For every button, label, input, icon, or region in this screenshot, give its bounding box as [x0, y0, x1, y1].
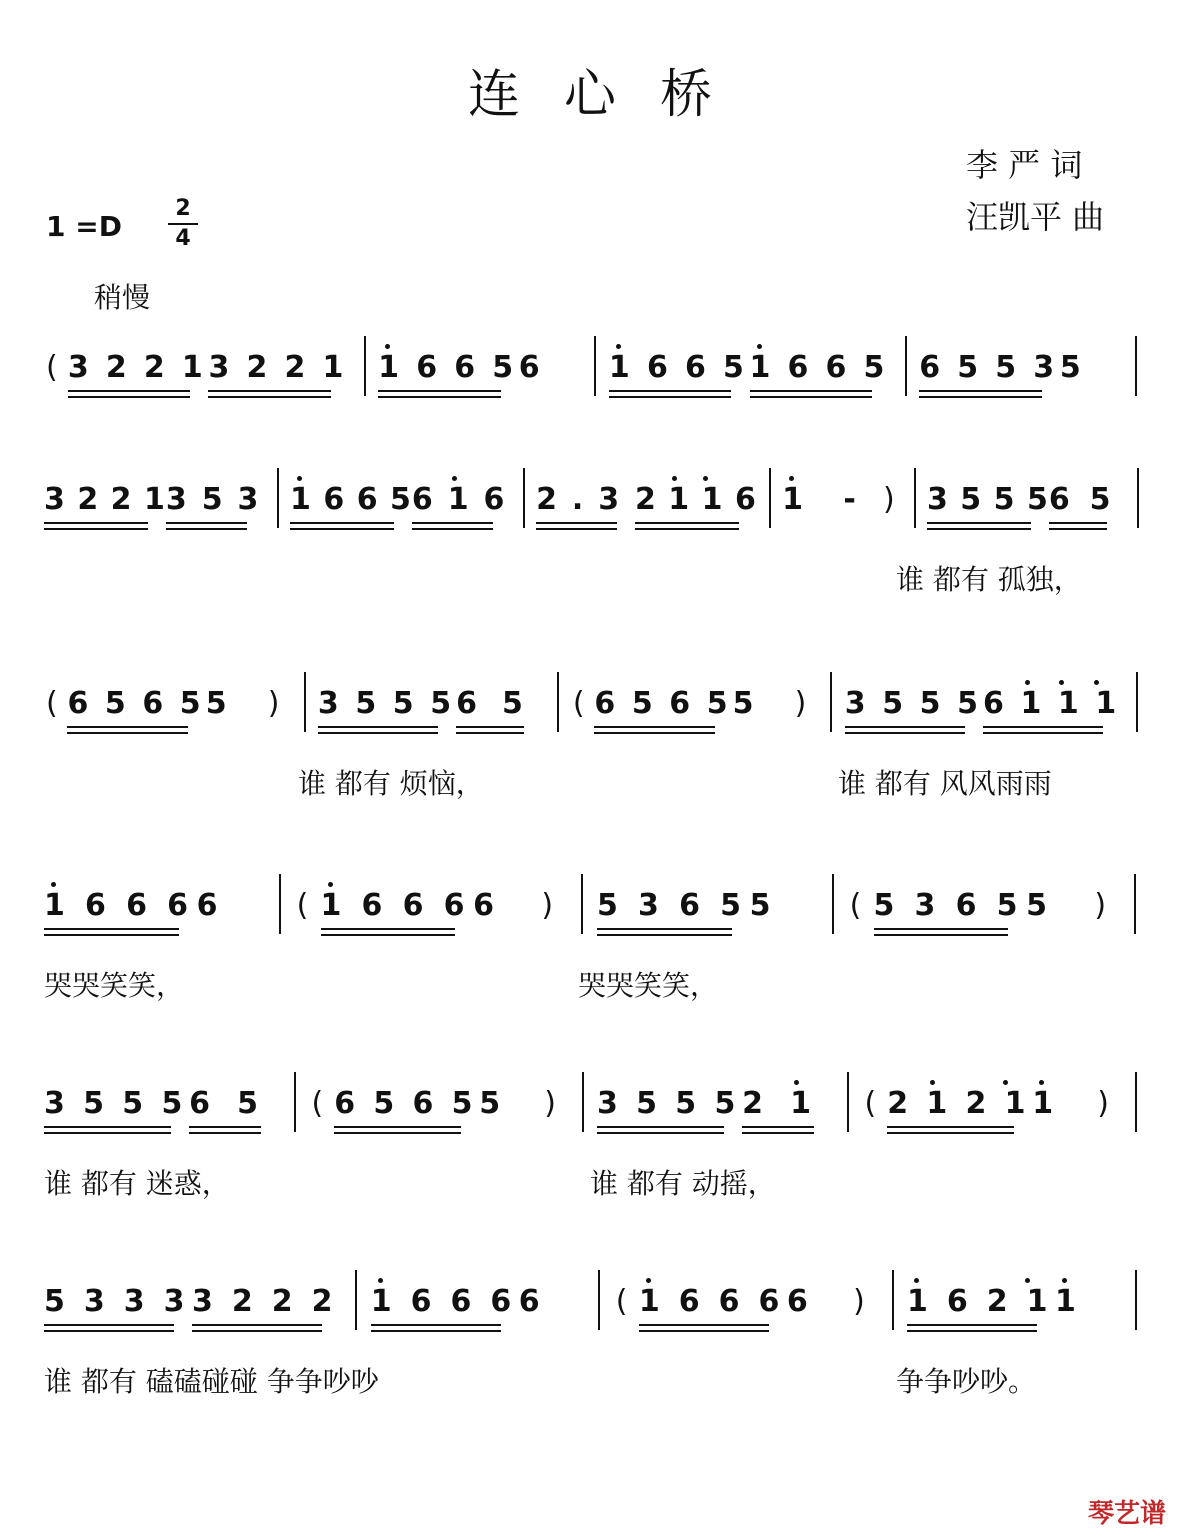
note-group: 5	[205, 686, 269, 721]
beam-line	[597, 934, 732, 936]
note-group: 1 -	[782, 482, 871, 517]
beam-line	[44, 522, 148, 524]
beam-line	[371, 1324, 501, 1326]
bar-line	[847, 1072, 849, 1132]
score-row	[0, 1086, 1180, 1206]
octave-dot	[789, 476, 794, 481]
beam-line	[639, 1324, 769, 1326]
site-logo: 琴艺谱	[1087, 1499, 1166, 1529]
note-group: 5333	[44, 1284, 204, 1319]
note-group: 1666	[638, 1284, 799, 1319]
beam-line	[1049, 528, 1107, 530]
note-group: 1666	[370, 1284, 531, 1319]
beam-line	[321, 928, 456, 930]
score-row	[0, 482, 1180, 602]
close-paren: )	[541, 888, 554, 923]
note-group: 3221	[44, 482, 178, 517]
beam-line	[318, 732, 438, 734]
lyric-line: 谁 都有 动摇，	[590, 1167, 776, 1200]
beam-line	[887, 1126, 1014, 1128]
note-group: 6565	[594, 686, 745, 721]
beam-line	[983, 726, 1103, 728]
bar-line	[1136, 672, 1138, 732]
lyricist-credit: 李 严 词	[966, 146, 1083, 184]
note-group: 6	[786, 1284, 855, 1319]
note-group: 2116	[634, 482, 769, 517]
octave-dot	[51, 882, 56, 887]
note-group: 1665	[378, 350, 531, 385]
note-group: 5	[749, 888, 819, 923]
bar-line	[279, 874, 281, 934]
beam-line	[189, 1126, 261, 1128]
open-paren: (	[311, 1086, 324, 1121]
note-group: 5	[479, 1086, 546, 1121]
note-group: 6	[196, 888, 266, 923]
open-paren: (	[46, 350, 58, 385]
beam-line	[189, 1132, 261, 1134]
note-group: 2.3	[536, 482, 635, 517]
beam-line	[44, 1324, 174, 1326]
bar-line	[304, 672, 306, 732]
close-paren: )	[853, 1284, 865, 1319]
open-paren: (	[615, 1284, 628, 1319]
beam-line	[166, 522, 247, 524]
octave-dot	[616, 344, 621, 349]
close-paren: )	[267, 686, 280, 721]
beam-line	[594, 732, 714, 734]
open-paren: (	[572, 686, 585, 721]
bar-line	[830, 672, 832, 732]
bar-line	[892, 1270, 894, 1330]
octave-dot	[1039, 1080, 1044, 1085]
score-row	[0, 350, 1180, 470]
octave-dot	[703, 476, 708, 481]
meter-bottom: 4	[175, 226, 191, 251]
open-paren: (	[46, 686, 58, 721]
bar-line	[594, 336, 596, 396]
note-group: 6	[518, 1284, 586, 1319]
beam-line	[456, 726, 524, 728]
note-group: 3221	[208, 350, 361, 385]
key-signature: 1 =D	[46, 210, 122, 243]
bar-line	[582, 1072, 584, 1132]
time-signature	[168, 196, 198, 252]
note-group: 65	[456, 686, 548, 721]
bar-line	[364, 336, 366, 396]
score-row	[0, 1284, 1180, 1404]
octave-dot	[646, 1278, 651, 1283]
lyric-line: 哭哭笑笑，	[578, 969, 719, 1002]
bar-line	[1135, 1270, 1137, 1330]
note-group: 353	[165, 482, 274, 517]
beam-line	[845, 726, 965, 728]
beam-line	[68, 390, 191, 392]
note-group: 3222	[192, 1284, 352, 1319]
beam-line	[192, 1324, 322, 1326]
composer-credit: 汪凯平 曲	[966, 198, 1105, 236]
beam-line	[208, 390, 331, 392]
beam-line	[927, 528, 1031, 530]
bar-line	[914, 468, 916, 528]
beam-line	[67, 732, 187, 734]
octave-dot	[1059, 680, 1064, 685]
note-group: 1665	[290, 482, 424, 517]
beam-line	[635, 522, 739, 524]
beam-line	[68, 396, 191, 398]
lyric-line: 谁 都有 孤独，	[896, 563, 1082, 596]
bar-line	[277, 468, 279, 528]
octave-dot	[1025, 680, 1030, 685]
note-group: 3555	[44, 1086, 201, 1121]
beam-line	[334, 1126, 461, 1128]
note-group: 1665	[749, 350, 902, 385]
beam-line	[166, 528, 247, 530]
beam-line	[874, 928, 1009, 930]
bar-line	[769, 468, 771, 528]
note-group: 616	[411, 482, 520, 517]
bar-line	[598, 1270, 600, 1330]
score-row	[0, 686, 1180, 806]
close-paren: )	[1094, 888, 1107, 923]
open-paren: (	[864, 1086, 877, 1121]
beam-line	[750, 390, 873, 392]
beam-line	[334, 1132, 461, 1134]
beam-line	[907, 1324, 1037, 1326]
note-group: 6	[518, 350, 583, 385]
bar-line	[1135, 1072, 1137, 1132]
beam-line	[635, 528, 739, 530]
beam-line	[456, 732, 524, 734]
note-group: 3555	[317, 686, 468, 721]
beam-line	[44, 1126, 171, 1128]
bar-line	[355, 1270, 357, 1330]
bar-line	[1137, 468, 1139, 528]
beam-line	[412, 528, 493, 530]
beam-line	[742, 1126, 814, 1128]
meter-top: 2	[175, 196, 191, 221]
beam-line	[378, 396, 501, 398]
bar-line	[581, 874, 583, 934]
beam-line	[371, 1330, 501, 1332]
note-group: 1	[1055, 1284, 1123, 1319]
note-group: 3555	[844, 686, 995, 721]
beam-line	[750, 396, 873, 398]
bar-line	[1134, 874, 1136, 934]
bar-line	[294, 1072, 296, 1132]
beam-line	[67, 726, 187, 728]
beam-line	[1049, 522, 1107, 524]
note-group: 6565	[67, 686, 218, 721]
note-group: 5	[1059, 350, 1124, 385]
lyric-line: 谁 都有 迷惑，	[44, 1167, 230, 1200]
note-group: 3555	[597, 1086, 754, 1121]
beam-line	[742, 1132, 814, 1134]
note-group: 5365	[597, 888, 762, 923]
note-group: 6565	[334, 1086, 491, 1121]
beam-line	[609, 396, 732, 398]
beam-line	[609, 390, 732, 392]
beam-line	[639, 1330, 769, 1332]
bar-line	[905, 336, 907, 396]
beam-line	[874, 934, 1009, 936]
beam-line	[44, 928, 179, 930]
beam-line	[378, 390, 501, 392]
open-paren: (	[849, 888, 862, 923]
octave-dot	[297, 476, 302, 481]
close-paren: )	[544, 1086, 556, 1121]
octave-dot	[1025, 1278, 1030, 1283]
beam-line	[597, 928, 732, 930]
note-group: 65	[1048, 482, 1131, 517]
beam-line	[290, 522, 394, 524]
beam-line	[321, 934, 456, 936]
octave-dot	[1094, 680, 1099, 685]
beam-line	[907, 1330, 1037, 1332]
note-group: 3221	[67, 350, 220, 385]
beam-line	[887, 1132, 1014, 1134]
lyric-line: 谁 都有 磕磕碰碰 争争吵吵	[44, 1365, 379, 1398]
beam-line	[536, 528, 617, 530]
lyric-line: 争争吵吵。	[896, 1365, 1037, 1398]
page-title: 连心桥	[467, 65, 756, 125]
beam-line	[290, 528, 394, 530]
close-paren: )	[794, 686, 807, 721]
octave-dot	[794, 1080, 799, 1085]
bar-line	[832, 874, 834, 934]
note-group: 1666	[44, 888, 209, 923]
beam-line	[919, 390, 1042, 392]
note-group: 1665	[608, 350, 761, 385]
note-group: 65	[189, 1086, 286, 1121]
octave-dot	[914, 1278, 919, 1283]
beam-line	[597, 1126, 724, 1128]
beam-line	[597, 1132, 724, 1134]
score-row	[0, 888, 1180, 1008]
beam-line	[845, 732, 965, 734]
lyric-line: 谁 都有 烦恼，	[298, 767, 484, 800]
octave-dot	[328, 882, 333, 887]
beam-line	[412, 522, 493, 524]
close-paren: )	[1097, 1086, 1109, 1121]
note-group: 1621	[907, 1284, 1067, 1319]
beam-line	[594, 726, 714, 728]
beam-line	[983, 732, 1103, 734]
note-group: 21	[742, 1086, 839, 1121]
beam-line	[44, 528, 148, 530]
lyric-line: 哭哭笑笑，	[44, 969, 185, 1002]
octave-dot	[452, 476, 457, 481]
note-group: 6111	[983, 686, 1133, 721]
octave-dot	[757, 344, 762, 349]
octave-dot	[930, 1080, 935, 1085]
beam-line	[192, 1330, 322, 1332]
tempo-marking: 稍慢	[94, 281, 151, 314]
octave-dot	[672, 476, 677, 481]
beam-line	[919, 396, 1042, 398]
lyric-line: 谁 都有 风风雨雨	[838, 767, 1052, 800]
beam-line	[44, 1330, 174, 1332]
bar-line	[557, 672, 559, 732]
bar-line	[1135, 336, 1137, 396]
note-group: 1666	[320, 888, 485, 923]
open-paren: (	[296, 888, 309, 923]
note-group: 1	[1032, 1086, 1099, 1121]
beam-line	[208, 396, 331, 398]
note-group: 6553	[919, 350, 1072, 385]
bar-line	[523, 468, 525, 528]
octave-dot	[385, 344, 390, 349]
note-group: 5365	[873, 888, 1038, 923]
beam-line	[318, 726, 438, 728]
beam-line	[44, 934, 179, 936]
beam-line	[927, 522, 1031, 524]
beam-line	[44, 1132, 171, 1134]
note-group: 6	[473, 888, 543, 923]
note-group: 2121	[887, 1086, 1044, 1121]
octave-dot	[1062, 1278, 1067, 1283]
close-paren: )	[882, 482, 895, 517]
note-group: 3555	[926, 482, 1061, 517]
note-group: 5	[732, 686, 796, 721]
beam-line	[536, 522, 617, 524]
octave-dot	[1003, 1080, 1008, 1085]
note-group: 5	[1026, 888, 1096, 923]
octave-dot	[378, 1278, 383, 1283]
